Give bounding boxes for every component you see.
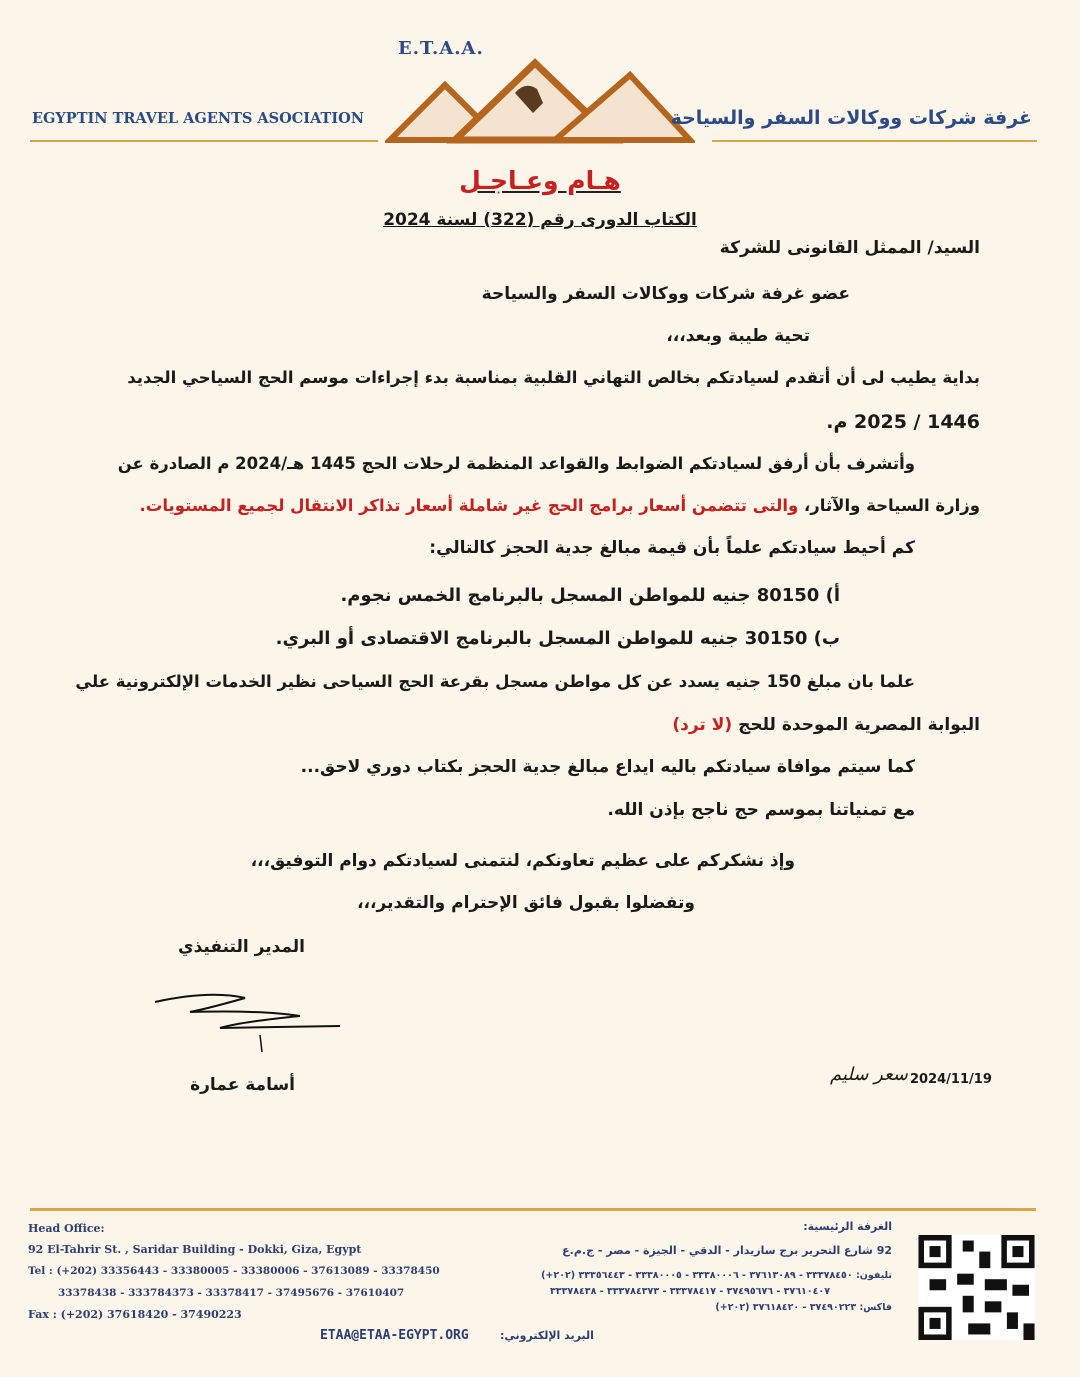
signer-name: أسامة عمارة xyxy=(190,1075,295,1095)
footer-tel-en-1: Tel : (+202) 33356443 - 33380005 - 33380006 - 37613089 - 33378450 xyxy=(28,1265,440,1277)
header-divider-right xyxy=(712,140,1037,142)
association-name-en: EGYPTIN TRAVEL AGENTS ASOCIATION xyxy=(32,110,364,127)
footer-title-ar: الغرفة الرئيسية: xyxy=(803,1220,892,1233)
ministry-text: وزارة السياحة والآثار، xyxy=(798,496,980,515)
non-refundable-note: (لا ترد) xyxy=(672,715,733,735)
handwritten-note: سعر سليم xyxy=(830,1064,908,1085)
pyramids-logo-icon xyxy=(385,55,695,145)
footer-email[interactable]: ETAA@ETAA-EGYPT.ORG xyxy=(320,1328,469,1343)
footer-address-en: 92 El-Tahrir St. , Saridar Building - Dokki, Giza, Egypt xyxy=(28,1243,362,1256)
footer-tel-ar-1: تليفون: ٣٣٣٧٨٤٥٠ - ٣٧٦١٣٠٨٩ - ٣٣٣٨٠٠٠٦ - ٣٣٣٨٠٠٠٥ - ٣٣٣٥٦٤٤٣ (٢٠٢+) xyxy=(541,1270,892,1281)
footer-address-ar: 92 شارع التحرير برج ساريدار - الدقي - الجيزة - مصر - ج.م.ع xyxy=(562,1244,892,1257)
prices-note: والتى تتضمن أسعار برامج الحج غير شاملة أسعار تذاكر الانتقال لجميع المستويات. xyxy=(139,496,799,515)
closing-2: وتفضلوا بقبول فائق الإحترام والتقدير،،، xyxy=(357,893,695,913)
header-divider-left xyxy=(30,140,378,142)
paragraph-4-line-1: علما بان مبلغ 150 جنيه يسدد عن كل مواطن مسجل بقرعة الحج السياحى نظير الخدمات الإلكترونية علي xyxy=(75,672,915,691)
greeting: تحية طيبة وبعد،،، xyxy=(666,326,810,346)
logo-text: E.T.A.A. xyxy=(398,38,484,59)
closing-1: وإذ نشكركم على عظيم تعاونكم، لنتمنى لسيادتكم دوام التوفيق،،، xyxy=(250,851,795,871)
footer-divider xyxy=(30,1208,1036,1211)
association-name-ar: غرفة شركات ووكالات السفر والسياحة xyxy=(670,107,1032,129)
footer-tel-ar-2: ٣٧٦١٠٤٠٧ - ٣٧٤٩٥٦٧٦ - ٣٣٣٧٨٤١٧ - ٣٣٣٧٨٤٣٧٣ - ٣٣٣٧٨٤٣٨ xyxy=(550,1286,830,1297)
footer-tel-en-2: 33378438 - 333784373 - 33378417 - 37495676 - 37610407 xyxy=(58,1287,405,1299)
paragraph-2-line-1: وأتشرف بأن أرفق لسيادتكم الضوابط والقواعد المنظمة لرحلات الحج 1445 هـ/2024 م الصادرة عن xyxy=(117,454,915,473)
circular-number: الكتاب الدورى رقم (322) لسنة 2024 xyxy=(383,210,697,230)
member-line: عضو غرفة شركات ووكالات السفر والسياحة xyxy=(481,284,850,304)
footer-title-en: Head Office: xyxy=(28,1222,105,1235)
footer-fax-en: Fax : (+202) 37618420 - 37490223 xyxy=(28,1308,242,1321)
paragraph-6: مع تمنياتنا بموسم حج ناجح بإذن الله. xyxy=(607,800,915,820)
footer-fax-ar: فاكس: ٣٧٤٩٠٢٢٣ - ٣٧٦١٨٤٢٠ (٢٠٢+) xyxy=(715,1302,892,1313)
date: 2024/11/19 xyxy=(910,1072,992,1087)
paragraph-5: كما سيتم موافاة سيادتكم باليه ايداع مبالغ جدية الحجز بكتاب دوري لاحق... xyxy=(300,757,915,777)
paragraph-4-line-2 xyxy=(672,715,980,735)
paragraph-3: كم أحيط سيادتكم علماً بأن قيمة مبالغ جدية الحجز كالتالي: xyxy=(429,538,915,558)
paragraph-2-line-2 xyxy=(139,496,980,515)
footer-email-label: البريد الإلكتروني: xyxy=(500,1329,594,1342)
paragraph-1-line-2: 1446 / 2025 م. xyxy=(826,411,980,433)
portal-text: البوابة المصرية الموحدة للحج xyxy=(732,715,980,735)
qr-code-icon xyxy=(918,1235,1035,1340)
signer-title: المدير التنفيذي xyxy=(178,937,305,957)
item-b: ب) 30150 جنيه للمواطن المسجل بالبرنامج الاقتصادى أو البري. xyxy=(275,628,840,649)
paragraph-1-line-1: بداية يطيب لى أن أتقدم لسيادتكم بخالص التهاني القلبية بمناسبة بدء إجراءات موسم الحج السياحي الجديد xyxy=(127,368,980,387)
signature-icon xyxy=(150,990,350,1060)
item-a: أ) 80150 جنيه للمواطن المسجل بالبرنامج الخمس نجوم. xyxy=(340,585,840,606)
addressee: السيد/ الممثل القانونى للشركة xyxy=(719,238,980,258)
urgent-title: هـام وعـاجـل xyxy=(459,166,621,195)
